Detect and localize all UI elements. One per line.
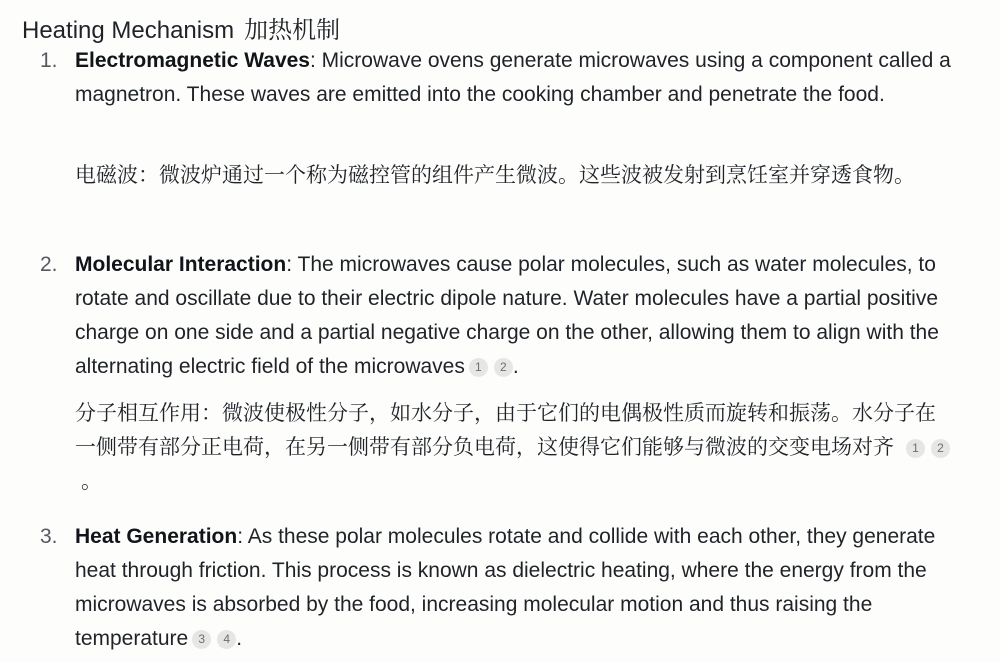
list-number: 1. bbox=[40, 49, 58, 72]
item-term: Molecular Interaction bbox=[75, 253, 287, 276]
heading-english: Heating Mechanism bbox=[22, 17, 235, 45]
item-body: : As these polar molecules rotate and collide with each other, they generate heat through friction. This process is known as dielectric heating, where the energy from the microwaves is absorbed by the food, increasing molecular motion and thus raising the temperature bbox=[75, 525, 936, 650]
citation-badge[interactable]: 1 bbox=[906, 439, 925, 458]
item-english-text bbox=[75, 44, 975, 112]
citation-badge[interactable]: 4 bbox=[217, 630, 236, 649]
item-term: Electromagnetic Waves bbox=[75, 49, 310, 72]
citation-badge[interactable]: 2 bbox=[494, 358, 513, 377]
list-number: 2. bbox=[40, 253, 58, 276]
item-english-text bbox=[75, 520, 975, 656]
sentence-end: 。 bbox=[81, 469, 102, 493]
citation-badge[interactable]: 3 bbox=[192, 630, 211, 649]
item-chinese-body: 分子相互作用：微波使极性分子，如水分子，由于它们的电偶极性质而旋转和振荡。水分子在一侧带有部分正电荷，在另一侧带有部分负电荷，这使得它们能够与微波的交变电场对齐 bbox=[75, 401, 936, 459]
list-number: 3. bbox=[40, 525, 58, 548]
citation-badge[interactable]: 2 bbox=[931, 439, 950, 458]
item-english-text bbox=[75, 248, 975, 384]
item-body: : Microwave ovens generate microwaves using a component called a magnetron. These waves are emitted into the cooking chamber and penetrate the food. bbox=[75, 49, 951, 106]
item-chinese-body: 电磁波：微波炉通过一个称为磁控管的组件产生微波。这些波被发射到烹饪室并穿透食物。 bbox=[75, 163, 915, 187]
sentence-end: . bbox=[512, 355, 519, 378]
item-chinese-text bbox=[75, 158, 955, 192]
item-chinese-text bbox=[75, 396, 955, 498]
item-body: : The microwaves cause polar molecules, such as water molecules, to rotate and oscillate due to their electric dipole nature. Water molecules have a partial positive charge on one side and a partial negative charge on the other, allowing them to align with the alternating electric field of the microwaves bbox=[75, 253, 939, 378]
sentence-end: . bbox=[236, 627, 243, 650]
citation-badge[interactable]: 1 bbox=[469, 358, 488, 377]
item-term: Heat Generation bbox=[75, 525, 238, 548]
section-heading bbox=[22, 16, 340, 46]
heading-chinese: 加热机制 bbox=[244, 17, 341, 45]
